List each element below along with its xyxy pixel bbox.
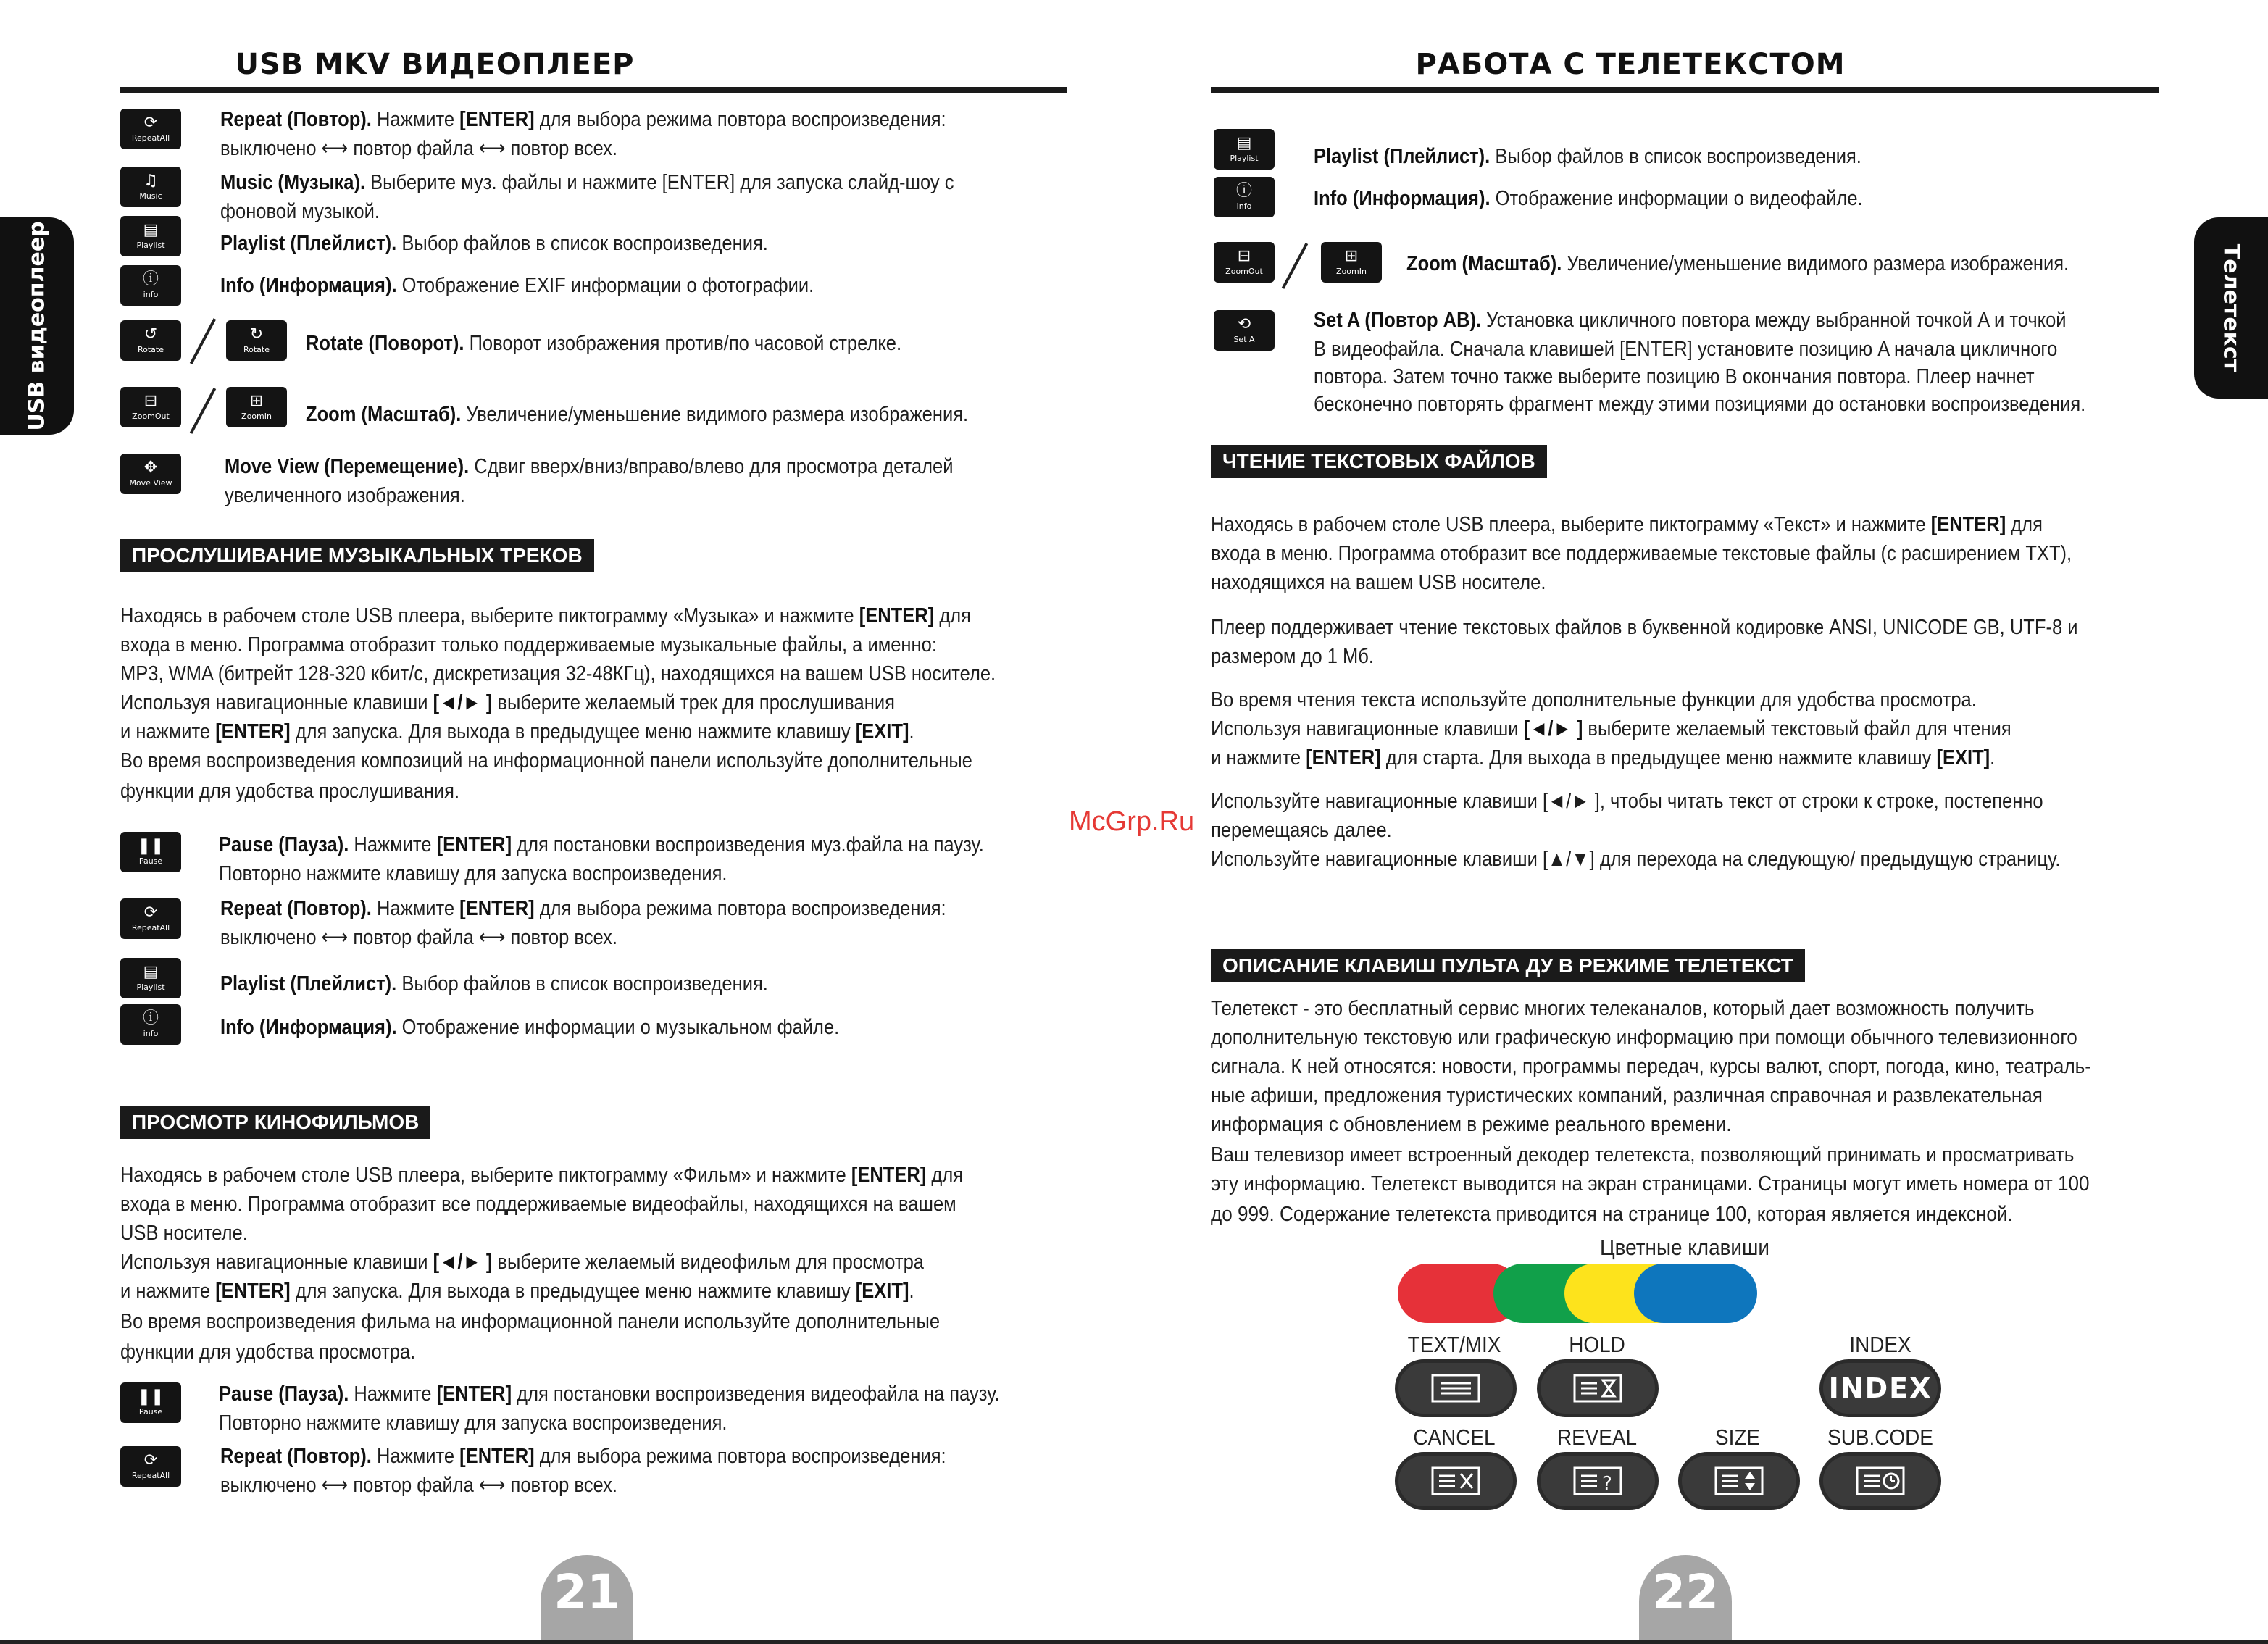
teletext-paragraph-line: до 999. Содержание телетекста приводится на странице 100, которая является индексной. (1211, 1203, 2013, 1226)
page-title: РАБОТА С ТЕЛЕТЕКСТОМ (1415, 48, 1846, 81)
pause-icon: ❚❚ Pause (120, 1382, 181, 1423)
index-button-label: INDEX (1828, 1372, 1933, 1404)
side-tab-label: USB видеоплеер (24, 221, 50, 431)
color-keys-caption: Цветные клавиши (1600, 1235, 1769, 1260)
teletext-paragraph-line: дополнительную текстовую или графическую информацию при помощи обычного телевизионного (1211, 1026, 2077, 1049)
hold-label: HOLD (1569, 1332, 1625, 1357)
page-title: USB MKV ВИДЕОПЛЕЕР (235, 48, 635, 81)
repeat-description: Repeat (Повтор). Нажмите [ENTER] для выбора режима повтора воспроизведения: (220, 897, 946, 920)
text-paragraph-line: и нажмите [ENTER] для старта. Для выхода в предыдущее меню нажмите клавишу [EXIT]. (1211, 746, 1996, 769)
repeat-description-line2: выключено ⟷ повтор файла ⟷ повтор всех. (220, 1474, 617, 1497)
slash-divider (1282, 243, 1308, 289)
text-paragraph-line: размером до 1 Мб. (1211, 645, 1374, 668)
cancel-button[interactable] (1395, 1452, 1517, 1510)
playlist-icon: ▤ Playlist (1214, 129, 1275, 170)
teletext-paragraph-line: информация с обновлением в режиме реального времени. (1211, 1113, 1732, 1136)
move-view-icon: ✥ Move View (120, 454, 181, 494)
repeat-description-line2: выключено ⟷ повтор файла ⟷ повтор всех. (220, 137, 617, 160)
seta-description: Set A (Повтор AB). Установка цикличного повтора между выбранной точкой A и точкой (1314, 309, 2067, 332)
page-number: 22 (1639, 1555, 1732, 1642)
pause-description-line2: Повторно нажмите клавишу для запуска воспроизведения. (219, 1411, 727, 1435)
info-description: Info (Информация). Отображение информации о видеофайле. (1314, 187, 1863, 210)
repeat-description-line2: выключено ⟷ повтор файла ⟷ повтор всех. (220, 926, 617, 949)
zoom-in-icon: ⊞ ZoomIn (1321, 242, 1382, 283)
playlist-icon: ▤ Playlist (120, 216, 181, 256)
movie-paragraph-line: Находясь в рабочем столе USB плеера, выберите пиктограмму «Фильм» и нажмите [ENTER] для (120, 1164, 964, 1187)
music-description-line2: фоновой музыкой. (220, 200, 380, 223)
blue-button[interactable] (1634, 1264, 1757, 1323)
info-icon: ⓘ info (120, 265, 181, 306)
moveview-description-line2: увеличенного изображения. (225, 484, 465, 507)
zoom-description: Zoom (Масштаб). Увеличение/уменьшение видимого размера изображения. (1406, 252, 2069, 275)
text-mix-label: TEXT/MIX (1407, 1332, 1501, 1357)
cancel-label: CANCEL (1413, 1424, 1496, 1450)
text-paragraph-line: Во время чтения текста используйте дополнительные функции для удобства просмотра. (1211, 688, 1977, 712)
zoom-in-icon: ⊞ ZoomIn (226, 387, 287, 427)
movie-paragraph-line: Во время воспроизведения фильма на информационной панели используйте дополнительные (120, 1310, 941, 1333)
info-icon: ⓘ info (120, 1004, 181, 1045)
text-paragraph-line: входа в меню. Программа отобразит все поддерживаемые текстовые файлы (с расширением TXT), (1211, 542, 2072, 565)
movie-paragraph-line: USB носителе. (120, 1222, 248, 1245)
title-rule (1211, 87, 2159, 93)
text-paragraph-line: перемещаясь далее. (1211, 819, 1392, 842)
hold-button[interactable] (1537, 1359, 1659, 1417)
text-paragraph-line: Плеер поддерживает чтение текстовых файлов в буквенной кодировке ANSI, UNICODE GB, UTF-8 и (1211, 616, 2078, 639)
music-paragraph-line: MP3, WMA (битрейт 128-320 кбит/с, дискретизация 32-48КГц), находящихся на вашем USB носителе. (120, 662, 996, 685)
music-paragraph-line: функции для удобства прослушивания. (120, 780, 460, 803)
repeat-description: Repeat (Повтор). Нажмите [ENTER] для выбора режима повтора воспроизведения: (220, 108, 946, 131)
teletext-paragraph-line: Ваш телевизор имеет встроенный декодер телетекста, позволяющий принимать и просматривать (1211, 1143, 2075, 1167)
watermark: McGrp.Ru (1069, 806, 1195, 837)
playlist-description: Playlist (Плейлист). Выбор файлов в список воспроизведения. (220, 232, 768, 255)
rotate-description: Rotate (Поворот). Поворот изображения против/по часовой стрелке. (306, 332, 902, 355)
text-paragraph-line: Используйте навигационные клавиши [◄/► ], чтобы читать текст от строки к строке, постепенно (1211, 790, 2043, 813)
reveal-button[interactable] (1537, 1452, 1659, 1510)
teletext-paragraph-line: Телетекст - это бесплатный сервис многих телеканалов, который дает возможность получить (1211, 997, 2035, 1020)
text-paragraph-line: находящихся на вашем USB носителе. (1211, 571, 1546, 594)
seta-description-line: повтора. Затем точно также выберите позицию B окончания повтора. Плеер начнет (1314, 365, 2035, 388)
info-description: Info (Информация). Отображение информации о музыкальном файле. (220, 1016, 840, 1039)
pause-description-line2: Повторно нажмите клавишу для запуска воспроизведения. (219, 862, 727, 885)
teletext-section-heading: ОПИСАНИЕ КЛАВИШ ПУЛЬТА ДУ В РЕЖИМЕ ТЕЛЕТЕКСТ (1211, 949, 1805, 982)
zoom-out-icon: ⊟ ZoomOut (1214, 242, 1275, 283)
pause-icon: ❚❚ Pause (120, 832, 181, 872)
music-description: Music (Музыка). Выберите муз. файлы и нажмите [ENTER] для запуска слайд-шоу с (220, 171, 954, 194)
set-a-icon: ⟲ Set A (1214, 310, 1275, 351)
size-button[interactable] (1678, 1452, 1800, 1510)
title-rule (120, 87, 1067, 93)
music-paragraph-line: Находясь в рабочем столе USB плеера, выберите пиктограмму «Музыка» и нажмите [ENTER] для (120, 604, 971, 627)
bottom-rule (0, 1640, 2268, 1644)
slash-divider (190, 318, 216, 364)
movie-paragraph-line: входа в меню. Программа отобразит все поддерживаемые видеофайлы, находящихся на вашем (120, 1193, 956, 1216)
text-mix-button[interactable] (1395, 1359, 1517, 1417)
teletext-paragraph-line: эту информацию. Телетекст выводится на экран страницами. Страницы могут иметь номера от 100 (1211, 1172, 2090, 1196)
page-number: 21 (541, 1555, 633, 1642)
cancel-icon (1398, 1456, 1513, 1506)
movie-paragraph-line: функции для удобства просмотра. (120, 1340, 416, 1364)
rotate-right-icon: ↻ Rotate (226, 320, 287, 361)
playlist-icon: ▤ Playlist (120, 958, 181, 998)
teletext-paragraph-line: ные афиши, предложения туристических компаний, различная справочная и развлекательная (1211, 1084, 2043, 1107)
music-paragraph-line: и нажмите [ENTER] для запуска. Для выхода в предыдущее меню нажмите клавишу [EXIT]. (120, 720, 914, 743)
movie-paragraph-line: и нажмите [ENTER] для запуска. Для выхода в предыдущее меню нажмите клавишу [EXIT]. (120, 1280, 914, 1303)
zoom-out-icon: ⊟ ZoomOut (120, 387, 181, 427)
zoom-description: Zoom (Масштаб). Увеличение/уменьшение видимого размера изображения. (306, 403, 969, 426)
teletext-paragraph-line: сигнала. К ней относятся: новости, программы передач, курсы валют, спорт, погода, кино, театраль- (1211, 1055, 2091, 1078)
text-paragraph-line: Используя навигационные клавиши [◄/► ] выберите желаемый текстовый файл для чтения (1211, 717, 2011, 740)
seta-description-line: B видеофайла. Сначала клавишей [ENTER] установите позицию A начала цикличного (1314, 338, 2058, 361)
playlist-description: Playlist (Плейлист). Выбор файлов в список воспроизведения. (1314, 145, 1861, 168)
music-icon: ♫ Music (120, 167, 181, 207)
music-paragraph-line: входа в меню. Программа отобразит только поддерживаемые музыкальные файлы, а именно: (120, 633, 937, 656)
moveview-description: Move View (Перемещение). Сдвиг вверх/вниз/вправо/влево для просмотра деталей (225, 455, 954, 478)
hold-icon (1541, 1363, 1655, 1414)
index-label: INDEX (1849, 1332, 1911, 1357)
info-description: Info (Информация). Отображение EXIF информации о фотографии. (220, 274, 814, 297)
subcode-label: SUB.CODE (1827, 1424, 1933, 1450)
svg-text:?: ? (1602, 1473, 1612, 1495)
movie-paragraph-line: Используя навигационные клавиши [◄/► ] выберите желаемый видеофильм для просмотра (120, 1251, 924, 1274)
repeat-all-icon: ⟳ RepeatAll (120, 898, 181, 939)
subcode-button[interactable] (1819, 1452, 1941, 1510)
text-paragraph-line: Используйте навигационные клавиши [▲/▼] для перехода на следующую/ предыдущую страницу. (1211, 848, 2061, 871)
text-mix-icon (1398, 1363, 1513, 1414)
seta-description-line: бесконечно повторять фрагмент между этими позициями до остановки воспроизведения. (1314, 393, 2086, 416)
music-section-heading: ПРОСЛУШИВАНИЕ МУЗЫКАЛЬНЫХ ТРЕКОВ (120, 539, 594, 572)
pause-description: Pause (Пауза). Нажмите [ENTER] для постановки воспроизведения видеофайла на паузу. (219, 1382, 1000, 1406)
playlist-description: Playlist (Плейлист). Выбор файлов в список воспроизведения. (220, 972, 768, 996)
index-button[interactable] (1819, 1359, 1941, 1417)
size-label: SIZE (1714, 1424, 1761, 1450)
rotate-left-icon: ↺ Rotate (120, 320, 181, 361)
movie-section-heading: ПРОСМОТР КИНОФИЛЬМОВ (120, 1106, 430, 1139)
repeat-all-icon: ⟳ RepeatAll (120, 109, 181, 149)
reveal-icon (1541, 1456, 1655, 1506)
text-section-heading: ЧТЕНИЕ ТЕКСТОВЫХ ФАЙЛОВ (1211, 445, 1547, 478)
music-paragraph-line: Во время воспроизведения композиций на информационной панели используйте дополнительные (120, 749, 972, 772)
side-tab (2194, 217, 2268, 399)
text-paragraph-line: Находясь в рабочем столе USB плеера, выберите пиктограмму «Текст» и нажмите [ENTER] для (1211, 513, 2043, 536)
side-tab-label: Телетекст (2218, 243, 2244, 372)
music-paragraph-line: Используя навигационные клавиши [◄/► ] выберите желаемый трек для прослушивания (120, 691, 895, 714)
reveal-label: REVEAL (1556, 1424, 1638, 1450)
info-icon: ⓘ info (1214, 177, 1275, 217)
repeat-all-icon: ⟳ RepeatAll (120, 1446, 181, 1487)
size-icon (1682, 1456, 1796, 1506)
repeat-description: Repeat (Повтор). Нажмите [ENTER] для выбора режима повтора воспроизведения: (220, 1445, 946, 1468)
subcode-icon (1823, 1456, 1938, 1506)
slash-divider (190, 388, 216, 434)
page-22 (1134, 0, 2268, 1644)
pause-description: Pause (Пауза). Нажмите [ENTER] для постановки воспроизведения муз.файла на паузу. (219, 833, 984, 856)
side-tab (0, 217, 74, 435)
